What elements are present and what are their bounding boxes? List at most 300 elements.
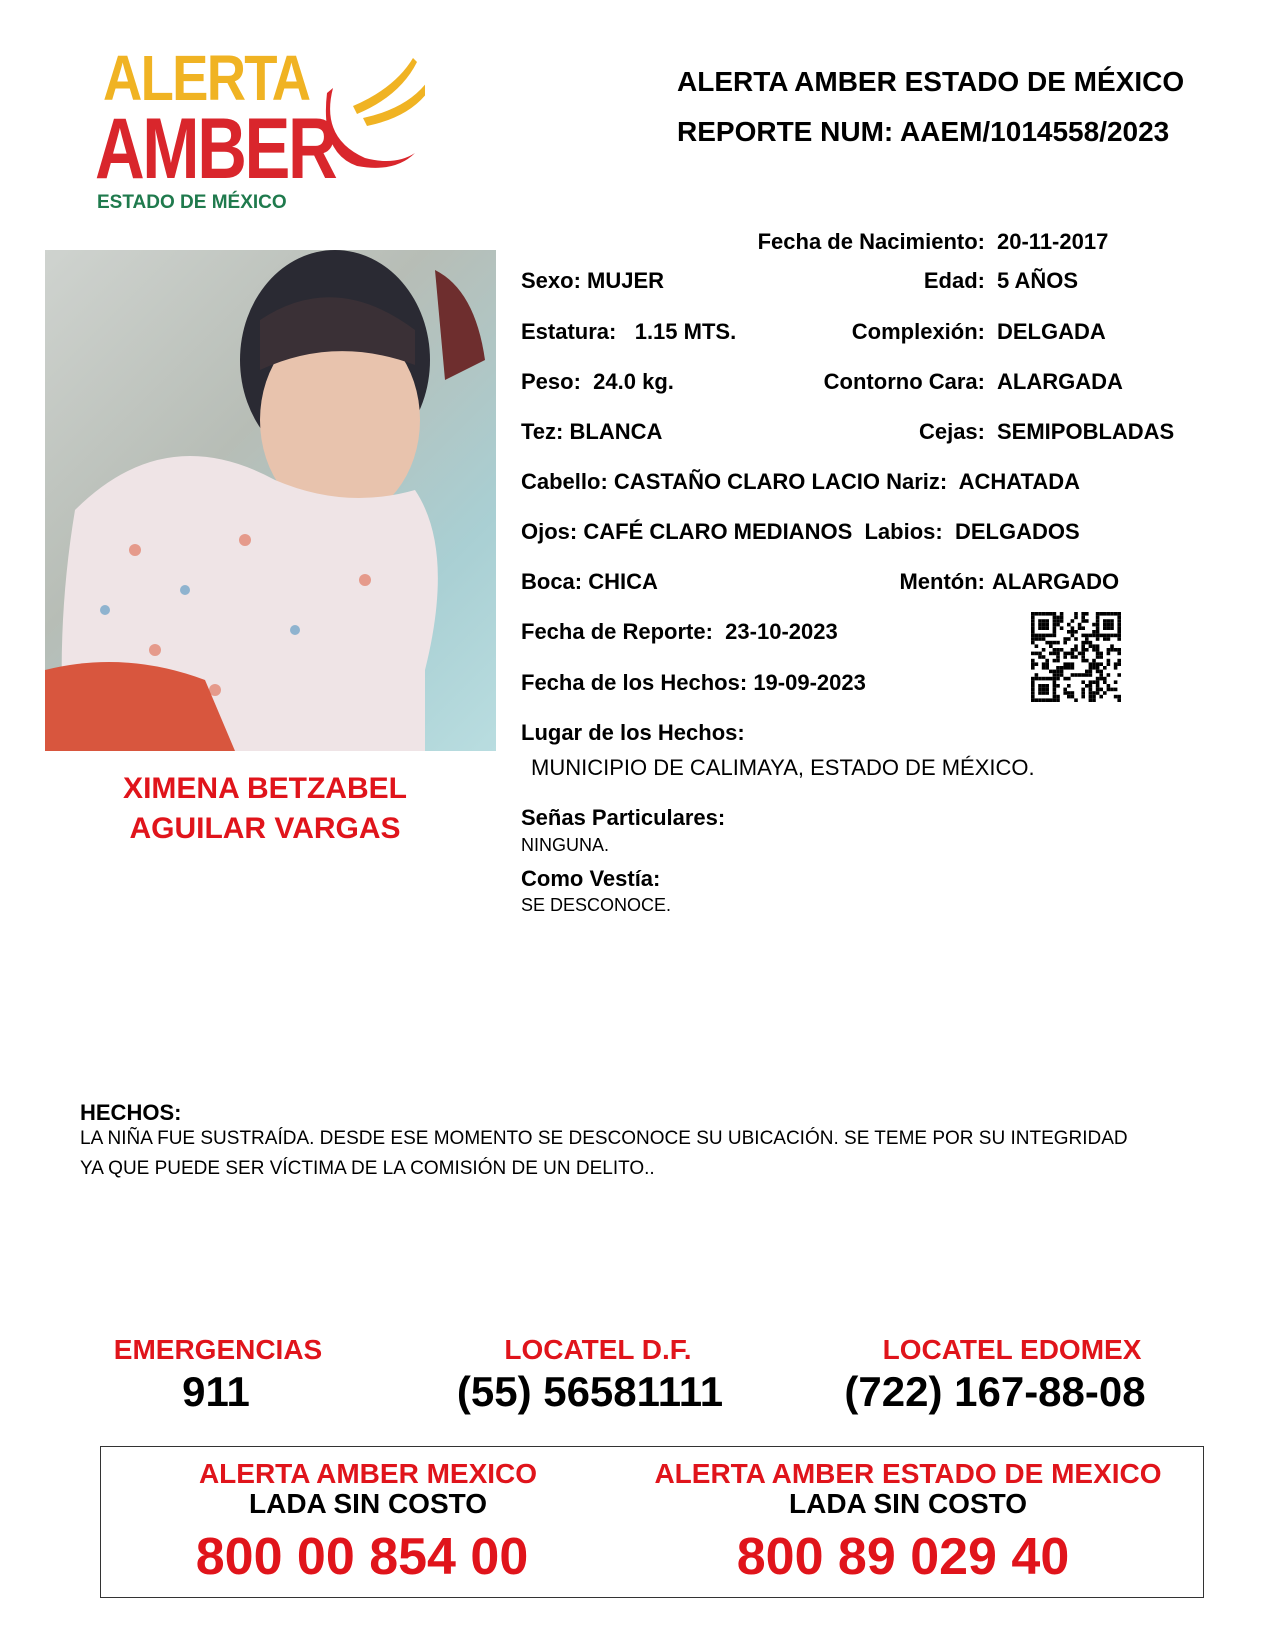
qr-module	[1035, 612, 1039, 616]
label-vestia: Como Vestía:	[521, 866, 661, 891]
value-nacimiento: 20-11-2017	[997, 229, 1109, 254]
qr-module	[1099, 677, 1103, 681]
qr-module	[1099, 662, 1103, 666]
qr-module	[1060, 670, 1064, 674]
qr-module	[1107, 652, 1111, 656]
qr-module	[1056, 684, 1060, 688]
qr-module	[1053, 695, 1057, 699]
qr-module	[1117, 652, 1121, 656]
qr-module	[1042, 698, 1046, 702]
hechos-line2: YA QUE PUEDE SER VÍCTIMA DE LA COMISIÓN DE UN DELITO..	[80, 1158, 655, 1179]
qr-module	[1049, 670, 1053, 674]
phone-number: (722) 167-88-08	[844, 1368, 1146, 1415]
qr-module	[1096, 644, 1100, 648]
label-labios: Labios:	[864, 519, 943, 544]
qr-module	[1096, 655, 1100, 659]
qr-module	[1045, 698, 1049, 702]
qr-module	[1035, 634, 1039, 638]
qr-module	[1031, 666, 1035, 670]
qr-module	[1045, 684, 1049, 688]
qr-module	[1074, 644, 1078, 648]
qr-module	[1110, 648, 1114, 652]
qr-module	[1096, 619, 1100, 623]
qr-module	[1107, 637, 1111, 641]
qr-module	[1078, 623, 1082, 627]
qr-module	[1031, 616, 1035, 620]
qr-module	[1092, 644, 1096, 648]
value-boca: CHICA	[588, 569, 658, 594]
label-hechos-fecha: Fecha de los Hechos:	[521, 670, 748, 695]
qr-module	[1107, 626, 1111, 630]
qr-module	[1103, 626, 1107, 630]
qr-module	[1056, 666, 1060, 670]
qr-module	[1031, 691, 1035, 695]
qr-module	[1081, 659, 1085, 663]
qr-module	[1042, 634, 1046, 638]
qr-module	[1053, 619, 1057, 623]
qr-module	[1074, 648, 1078, 652]
qr-module	[1031, 630, 1035, 634]
field-peso	[521, 369, 674, 395]
qr-module	[1038, 698, 1042, 702]
qr-module	[1092, 623, 1096, 627]
qr-module	[1085, 619, 1089, 623]
qr-module	[1114, 680, 1118, 684]
person-name-line1: XIMENA BETZABEL	[123, 772, 407, 805]
qr-module	[1081, 634, 1085, 638]
qr-module	[1071, 626, 1075, 630]
qr-module	[1110, 623, 1114, 627]
qr-module	[1067, 684, 1071, 688]
qr-module	[1053, 626, 1057, 630]
field-cabello-nariz	[521, 469, 1080, 495]
value-lugar: MUNICIPIO DE CALIMAYA, ESTADO DE MÉXICO.	[531, 755, 1035, 780]
qr-module	[1053, 691, 1057, 695]
label-nacimiento: Fecha de Nacimiento:	[757, 229, 985, 254]
qr-module	[1045, 691, 1049, 695]
qr-module	[1071, 634, 1075, 638]
qr-module	[1107, 662, 1111, 666]
qr-module	[1045, 612, 1049, 616]
qr-module	[1092, 698, 1096, 702]
qr-module	[1071, 630, 1075, 634]
qr-module	[1096, 623, 1100, 627]
qr-module	[1056, 619, 1060, 623]
label-boca: Boca:	[521, 569, 583, 594]
qr-module	[1042, 619, 1046, 623]
value-ojos: CAFÉ CLARO MEDIANOS	[583, 519, 853, 544]
value-peso: 24.0 kg.	[593, 369, 674, 394]
tollfree-number: 800 89 029 40	[736, 1528, 1070, 1586]
qr-module	[1117, 662, 1121, 666]
qr-module	[1042, 626, 1046, 630]
qr-module	[1031, 623, 1035, 627]
qr-module	[1045, 634, 1049, 638]
label-complexion: Complexión:	[851, 319, 985, 344]
qr-module	[1067, 695, 1071, 699]
qr-module	[1045, 619, 1049, 623]
qr-module	[1103, 612, 1107, 616]
value-edad: 5 AÑOS	[997, 268, 1079, 293]
logo-alerta: ALERTA	[103, 42, 310, 114]
qr-module	[1089, 670, 1093, 674]
qr-module	[1117, 634, 1121, 638]
qr-module	[1031, 662, 1035, 666]
qr-module	[1089, 684, 1093, 688]
qr-module	[1056, 673, 1060, 677]
qr-module	[1071, 648, 1075, 652]
qr-module	[1107, 619, 1111, 623]
qr-module	[1089, 644, 1093, 648]
qr-module	[1081, 626, 1085, 630]
qr-module	[1071, 619, 1075, 623]
qr-module	[1053, 673, 1057, 677]
qr-module	[1110, 626, 1114, 630]
qr-module	[1085, 673, 1089, 677]
qr-module	[1096, 680, 1100, 684]
qr-module	[1081, 641, 1085, 645]
label-ojos: Ojos:	[521, 519, 578, 544]
qr-module	[1107, 648, 1111, 652]
qr-module	[1049, 677, 1053, 681]
qr-module	[1031, 619, 1035, 623]
qr-module	[1096, 630, 1100, 634]
qr-module	[1060, 612, 1064, 616]
qr-module	[1092, 691, 1096, 695]
qr-module	[1045, 623, 1049, 627]
qr-module	[1071, 652, 1075, 656]
qr-module	[1117, 648, 1121, 652]
value-vestia: SE DESCONOCE.	[521, 895, 672, 915]
qr-module	[1099, 695, 1103, 699]
qr-module	[1092, 634, 1096, 638]
qr-module	[1117, 619, 1121, 623]
qr-module	[1038, 623, 1042, 627]
qr-module	[1063, 655, 1067, 659]
qr-module	[1099, 612, 1103, 616]
qr-module	[1038, 691, 1042, 695]
qr-module	[1053, 612, 1057, 616]
qr-module	[1099, 670, 1103, 674]
logo-estado: ESTADO DE MÉXICO	[97, 192, 287, 213]
qr-module	[1117, 695, 1121, 699]
qr-module	[1081, 688, 1085, 692]
qr-module	[1049, 612, 1053, 616]
qr-module	[1045, 641, 1049, 645]
qr-module	[1053, 641, 1057, 645]
qr-module	[1053, 634, 1057, 638]
hechos-line1: LA NIÑA FUE SUSTRAÍDA. DESDE ESE MOMENTO SE DESCONOCE SU UBICACIÓN. SE TEME POR SU INTEGRIDAD	[80, 1128, 1128, 1149]
qr-module	[1092, 648, 1096, 652]
qr-module	[1049, 634, 1053, 638]
qr-module	[1049, 698, 1053, 702]
qr-module	[1081, 619, 1085, 623]
qr-module	[1042, 691, 1046, 695]
qr-module	[1099, 652, 1103, 656]
qr-module	[1031, 680, 1035, 684]
label-cejas: Cejas:	[918, 419, 985, 444]
qr-module	[1056, 659, 1060, 663]
value-sexo: MUJER	[587, 268, 665, 293]
qr-module	[1031, 637, 1035, 641]
qr-module	[1038, 652, 1042, 656]
value-contorno: ALARGADA	[997, 369, 1123, 394]
label-cabello: Cabello:	[521, 469, 608, 494]
qr-module	[1099, 634, 1103, 638]
qr-module	[1081, 648, 1085, 652]
qr-module	[1117, 637, 1121, 641]
qr-module	[1085, 641, 1089, 645]
qr-module	[1117, 630, 1121, 634]
qr-module	[1031, 626, 1035, 630]
report-number: REPORTE NUM: AAEM/1014558/2023	[677, 116, 1170, 147]
qr-module	[1085, 634, 1089, 638]
qr-module	[1117, 616, 1121, 620]
qr-module	[1056, 655, 1060, 659]
qr-module	[1063, 666, 1067, 670]
qr-module	[1038, 612, 1042, 616]
qr-module	[1085, 637, 1089, 641]
qr-module	[1071, 673, 1075, 677]
qr-module	[1081, 652, 1085, 656]
tollfree-sub: LADA SIN COSTO	[788, 1488, 1028, 1519]
qr-module	[1049, 644, 1053, 648]
field-boca	[521, 569, 658, 595]
qr-module	[1107, 634, 1111, 638]
qr-module	[1035, 652, 1039, 656]
tollfree-title: ALERTA AMBER ESTADO DE MEXICO	[654, 1458, 1162, 1489]
qr-module	[1038, 655, 1042, 659]
qr-module	[1053, 630, 1057, 634]
qr-module	[1096, 616, 1100, 620]
qr-module	[1063, 652, 1067, 656]
value-cejas: SEMIPOBLADAS	[997, 419, 1175, 444]
qr-module	[1067, 691, 1071, 695]
qr-module	[1117, 612, 1121, 616]
label-sexo: Sexo:	[521, 268, 581, 293]
value-hechos-fecha: 19-09-2023	[753, 670, 866, 695]
logo-amber: AMBER	[95, 101, 336, 197]
qr-module	[1031, 677, 1035, 681]
qr-module	[1085, 659, 1089, 663]
qr-module	[1103, 623, 1107, 627]
qr-module	[1074, 612, 1078, 616]
qr-module	[1081, 644, 1085, 648]
qr-module	[1117, 626, 1121, 630]
qr-module	[1038, 634, 1042, 638]
qr-module	[1089, 698, 1093, 702]
missing-person-photo	[45, 250, 496, 751]
qr-module	[1035, 698, 1039, 702]
label-tez: Tez:	[521, 419, 564, 444]
qr-module	[1053, 652, 1057, 656]
qr-module	[1089, 688, 1093, 692]
phone-number: (55) 56581111	[456, 1368, 724, 1415]
qr-module	[1042, 666, 1046, 670]
label-estatura: Estatura:	[521, 319, 617, 344]
qr-module	[1045, 666, 1049, 670]
qr-module	[1056, 652, 1060, 656]
qr-module	[1038, 677, 1042, 681]
qr-module	[1031, 641, 1035, 645]
tollfree-number: 800 00 854 00	[195, 1528, 529, 1586]
phone-label: LOCATEL EDOMEX	[882, 1334, 1142, 1365]
label-lugar: Lugar de los Hechos:	[521, 720, 745, 745]
qr-module	[1092, 630, 1096, 634]
qr-module	[1081, 612, 1085, 616]
qr-module	[1081, 616, 1085, 620]
qr-module	[1096, 666, 1100, 670]
qr-module	[1042, 648, 1046, 652]
qr-module	[1053, 616, 1057, 620]
value-menton: ALARGADO	[992, 569, 1120, 594]
qr-module	[1071, 691, 1075, 695]
value-nariz: ACHATADA	[958, 469, 1081, 494]
qr-module	[1035, 662, 1039, 666]
qr-module	[1063, 641, 1067, 645]
qr-module	[1038, 684, 1042, 688]
value-complexion: DELGADA	[997, 319, 1106, 344]
qr-module	[1063, 691, 1067, 695]
qr-module	[1056, 623, 1060, 627]
qr-module	[1053, 698, 1057, 702]
qr-module	[1067, 623, 1071, 627]
qr-module	[1114, 612, 1118, 616]
qr-module	[1103, 691, 1107, 695]
qr-module	[1074, 698, 1078, 702]
qr-module	[1038, 619, 1042, 623]
label-reporte: Fecha de Reporte:	[521, 619, 713, 644]
qr-module	[1056, 670, 1060, 674]
qr-module	[1081, 695, 1085, 699]
qr-module	[1045, 659, 1049, 663]
qr-module	[1089, 662, 1093, 666]
qr-module	[1042, 637, 1046, 641]
qr-module	[1053, 648, 1057, 652]
qr-module	[1031, 612, 1035, 616]
alerta-amber-logo	[95, 42, 425, 218]
qr-module	[1056, 641, 1060, 645]
qr-module	[1114, 695, 1118, 699]
qr-module	[1096, 626, 1100, 630]
qr-module	[1117, 623, 1121, 627]
qr-module	[1114, 666, 1118, 670]
qr-module	[1031, 634, 1035, 638]
label-peso: Peso:	[521, 369, 581, 394]
qr-module	[1078, 673, 1082, 677]
qr-module	[1103, 634, 1107, 638]
qr-module	[1063, 637, 1067, 641]
tollfree-sub: LADA SIN COSTO	[248, 1488, 488, 1519]
qr-module	[1056, 698, 1060, 702]
qr-module	[1056, 677, 1060, 681]
qr-module	[1042, 612, 1046, 616]
qr-module	[1096, 648, 1100, 652]
qr-module	[1110, 634, 1114, 638]
qr-module	[1099, 688, 1103, 692]
qr-module	[1085, 684, 1089, 688]
qr-module	[1092, 680, 1096, 684]
qr-module	[1067, 637, 1071, 641]
qr-module	[1060, 666, 1064, 670]
qr-module	[1081, 673, 1085, 677]
qr-module	[1103, 619, 1107, 623]
qr-module	[1053, 684, 1057, 688]
phone-number: 911	[182, 1368, 250, 1415]
qr-module	[1074, 637, 1078, 641]
qr-module	[1035, 644, 1039, 648]
qr-module	[1045, 626, 1049, 630]
qr-module	[1045, 677, 1049, 681]
qr-module	[1038, 626, 1042, 630]
qr-module	[1049, 641, 1053, 645]
qr-module	[1031, 684, 1035, 688]
qr-module	[1074, 673, 1078, 677]
qr-module	[1096, 652, 1100, 656]
qr-module	[1110, 688, 1114, 692]
qr-module	[1042, 655, 1046, 659]
qr-module	[1031, 659, 1035, 663]
qr-module	[1053, 680, 1057, 684]
qr-module	[1045, 662, 1049, 666]
qr-module	[1078, 652, 1082, 656]
qr-module	[1060, 673, 1064, 677]
qr-module	[1063, 688, 1067, 692]
qr-module	[1085, 648, 1089, 652]
qr-module	[1053, 623, 1057, 627]
qr-module	[1117, 673, 1121, 677]
qr-module	[1092, 695, 1096, 699]
qr-module	[1103, 666, 1107, 670]
qr-module	[1074, 630, 1078, 634]
qr-module	[1049, 652, 1053, 656]
qr-module	[1060, 626, 1064, 630]
hechos-label: HECHOS:	[80, 1100, 182, 1125]
qr-module	[1035, 677, 1039, 681]
qr-module	[1031, 698, 1035, 702]
qr-module	[1103, 680, 1107, 684]
qr-module	[1056, 648, 1060, 652]
qr-module	[1071, 662, 1075, 666]
qr-module	[1085, 670, 1089, 674]
qr-module	[1092, 666, 1096, 670]
qr-module	[1114, 688, 1118, 692]
qr-module	[1107, 623, 1111, 627]
qr-module	[1089, 641, 1093, 645]
qr-module	[1031, 652, 1035, 656]
qr-module	[1096, 662, 1100, 666]
qr-module	[1045, 688, 1049, 692]
qr-module	[1074, 655, 1078, 659]
qr-module	[1114, 662, 1118, 666]
qr-module	[1110, 644, 1114, 648]
person-name-line2: AGUILAR VARGAS	[129, 812, 401, 845]
tollfree-title: ALERTA AMBER MEXICO	[198, 1458, 538, 1489]
qr-module	[1035, 637, 1039, 641]
qr-module	[1071, 666, 1075, 670]
qr-module	[1107, 612, 1111, 616]
field-fecha-reporte	[521, 619, 838, 645]
header-title: ALERTA AMBER ESTADO DE MÉXICO	[677, 66, 1185, 97]
field-sexo	[521, 268, 664, 294]
label-edad: Edad:	[923, 268, 985, 293]
label-senas: Señas Particulares:	[521, 805, 726, 830]
qr-module	[1107, 684, 1111, 688]
qr-module	[1107, 673, 1111, 677]
qr-module	[1060, 619, 1064, 623]
qr-module	[1038, 637, 1042, 641]
qr-code-icon	[1031, 612, 1122, 707]
